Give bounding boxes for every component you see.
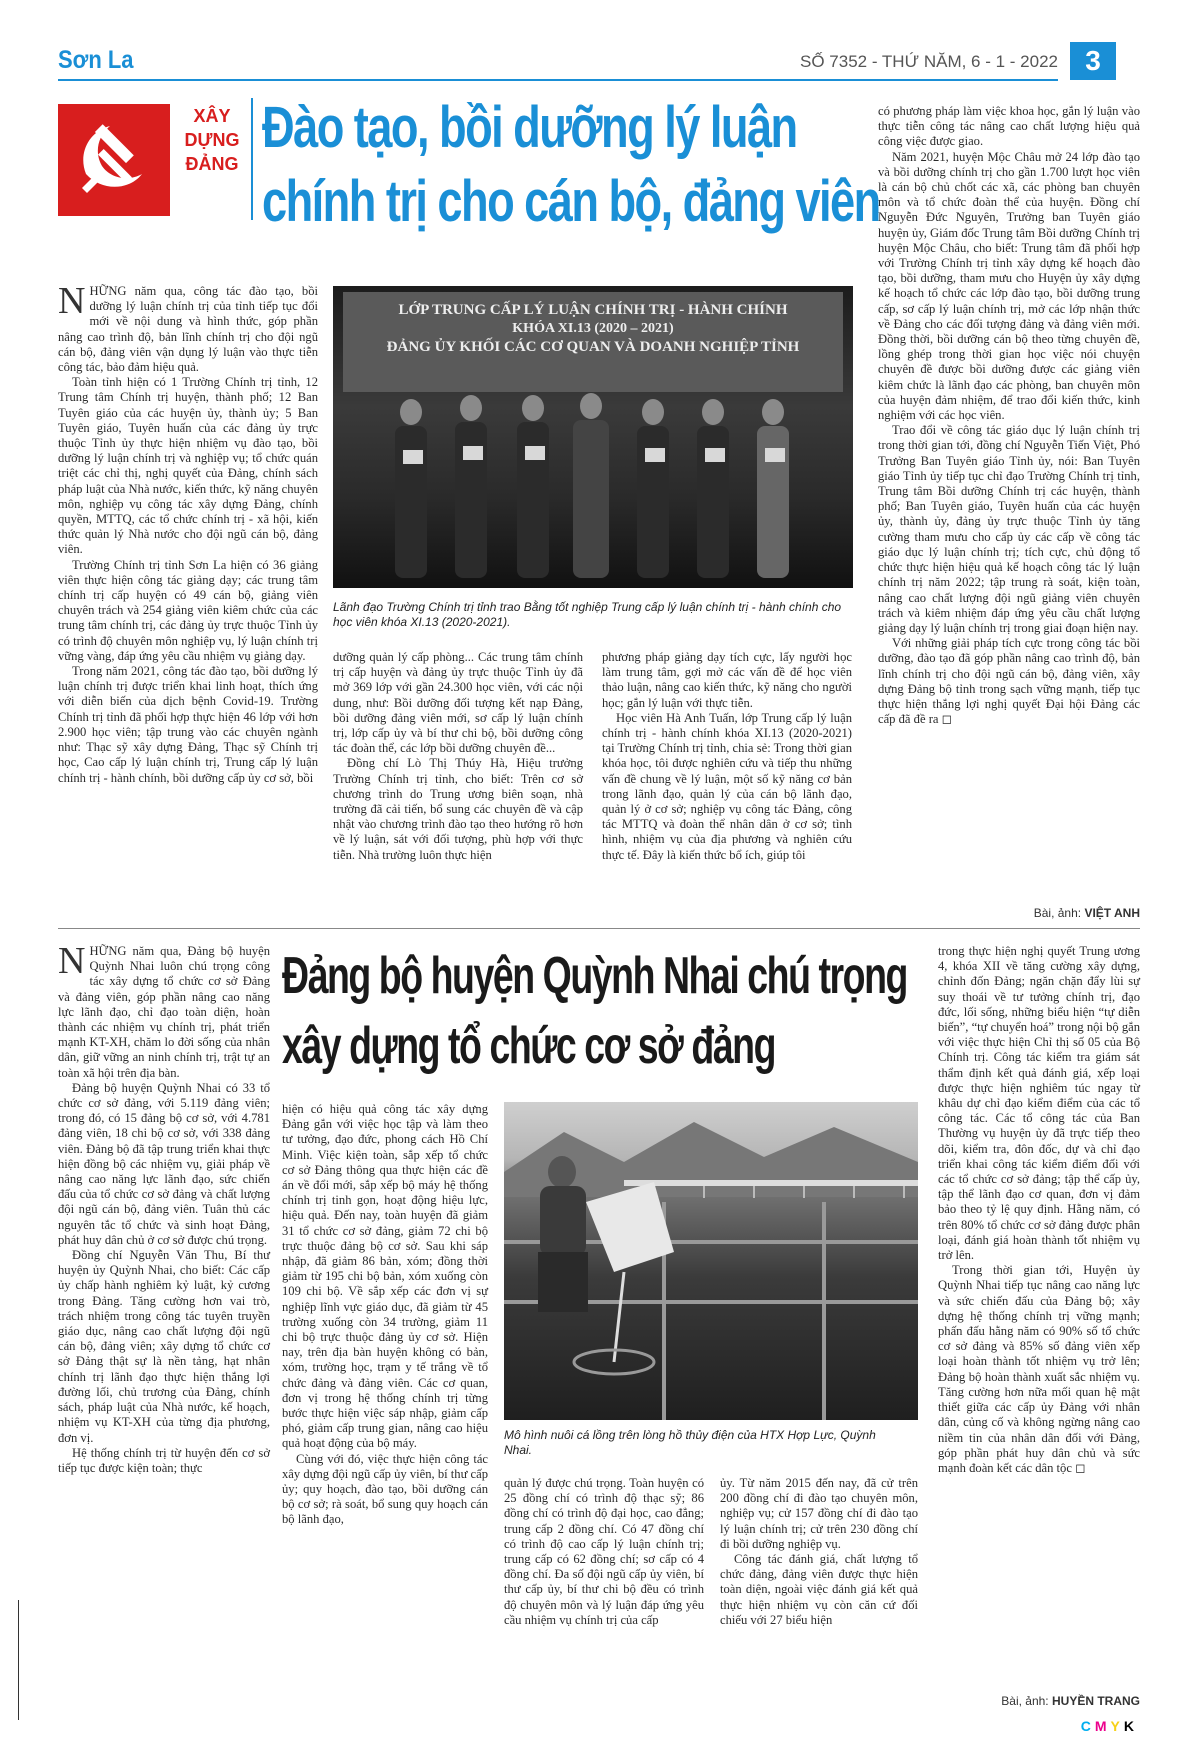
article2-paragraph: hiện có hiệu quả công tác xây dựng Đảng gắn với việc học tập và làm theo tư tưởng, đạo đức, phong cách Hồ Chí Minh. Việc kiện toàn, sắp xếp tổ chức cơ sở Đảng thông qua thực hiện các đề án về đổi mới, sắp xếp bộ máy hệ thống chính trị tinh gọn, hoạt động hiệu lực, hiệu quả. Đến nay, toàn huyện đã giảm 31 tổ chức cơ sở đảng, giảm 72 chi bộ trực thuộc đảng bộ cơ sở. Sau khi sáp nhập, đã giảm 86 bản, xóm; đồng thời giảm từ 195 chi bộ bản, xóm xuống còn 109 chi bộ. Về sắp xếp các đơn vị sự nghiệp lĩnh vực giáo dục, đã giảm từ 45 trường xuống còn 34 trường, giảm 11 chi bộ trực thuộc đảng ủy cơ sở. Hiện nay, trên địa bàn huyện không có bản, xóm, trường học, trạm y tế trắng về tổ chức đảng và đảng viên. Các cơ quan, đơn vị trong hệ thống chính trị từng bước thực hiện việc sáp nhập, giảm cấp phó, giảm cấp trung gian, nâng cao hiệu quả hoạt động của bộ máy. <box>282 1102 488 1451</box>
byline-prefix: Bài, ảnh: <box>1033 906 1082 920</box>
crop-mark-left <box>18 1600 19 1720</box>
dropcap: N <box>58 280 86 322</box>
badge-divider <box>251 98 253 220</box>
article2-paragraph: HỮNG năm qua, Đảng bộ huyện Quỳnh Nhai luôn chú trọng công tác xây dựng tổ chức cơ sở Đảng và đảng viên, góp phần nâng cao năng lực lãnh đạo, chỉ đạo toàn diện, hoàn thành các nhiệm vụ chính trị, phát triển mạnh KT-XH, chăm lo đời sống của nhân dân, giữ vững an ninh chính trị, trật tự an toàn xã hội trên địa bàn. <box>58 944 270 1080</box>
article1-paragraph: phương pháp giảng dạy tích cực, lấy người học làm trung tâm, gợi mở các vấn đề để học viên thảo luận, nâng cao kiến thức, kỹ năng cho người học; gắn lý luận với thực tiễn. <box>602 650 852 710</box>
article1-paragraph: Năm 2021, huyện Mộc Châu mở 24 lớp đào tạo và bồi dưỡng chính trị cho gần 1.700 lượt học viên là cán bộ chủ chốt các xã, các phòng ban chuyên môn và tổ chức đoàn thể của huyện. Đồng chí Nguyễn Đức Nguyên, Trưởng ban Tuyên giáo huyện ủy, Giám đốc Trung tâm Bồi dưỡng Chính trị huyện Mộc Châu, cho biết: Trung tâm đã phối hợp với Trường Chính trị tỉnh xây dựng kế hoạch đào tạo, bồi dưỡng, tham mưu cho Huyện ủy xây dựng kế hoạch tổ chức các lớp đào tạo, bồi dưỡng trung cấp, sơ cấp lý luận chính trị, mở các lớp nhận thức về Đảng cho các đối tượng đảng và đảng viên mới. Đồng thời, bồi dưỡng cán bộ theo từng chuyên đề, lồng ghép trong thời gian học việc nói chuyện chuyên đề được bồi dưỡng được các giảng viên kiêm chức là lãnh đạo các phòng, ban chuyên môn của huyện đảm nhiệm, để trao đổi kiến thức, kinh nghiệm với các học viên. <box>878 149 1140 423</box>
cmyk-k: K <box>1123 1718 1138 1734</box>
page-number-box <box>1070 42 1116 80</box>
article1-paragraph: HỮNG năm qua, công tác đào tạo, bồi dưỡng lý luận chính trị của tỉnh tiếp tục đổi mới về nội dung và hình thức, góp phần nâng cao trình độ, bản lĩnh chính trị cho đội ngũ cán bộ, đảng viên vận dụng lý luận vào thực tiễn công tác, bảo đảm hiệu quả. <box>58 284 318 375</box>
article-divider <box>58 928 1140 929</box>
byline-prefix: Bài, ảnh: <box>1001 1694 1049 1708</box>
article2-paragraph: Trong thời gian tới, Huyện ủy Quỳnh Nhai tiếp tục nâng cao năng lực và sức chiến đấu của Đảng bộ; xây dựng hệ thống chính trị vững mạnh; phấn đấu hằng năm có 90% số tổ chức cơ sở đảng và 85% số đảng viên xếp loại hoàn thành tốt nhiệm vụ trở lên; Đảng bộ hoàn thành xuất sắc nhiệm vụ. Tăng cường hơn nữa mối quan hệ mật thiết giữa các cấp ủy Đảng với nhân dân, củng cố và không ngừng nâng cao niềm tin của nhân dân đối với Đảng, góp phần phát huy dân chủ và sức mạnh đoàn kết các dân tộc ◻ <box>938 1263 1140 1475</box>
article1-paragraph: Trường Chính trị tỉnh Sơn La hiện có 36 giảng viên thực hiện công tác giảng dạy; các trung tâm chính trị cấp huyện có 49 cán bộ, giảng viên chuyên trách và 254 giảng viên kiêm chức của các trung tâm chính trị, các đảng ủy trực thuộc Tỉnh ủy có trình độ chuyên môn nghiệp vụ, lý luận chính trị vững vàng, đáp ứng yêu cầu nhiệm vụ giảng dạy. <box>58 557 318 663</box>
badge-line3: ĐẢNG <box>185 154 239 174</box>
article1-paragraph: Toàn tỉnh hiện có 1 Trường Chính trị tỉnh, 12 Trung tâm Chính trị huyện, thành phố; 12 Ban Tuyên giáo của các huyện ủy, thành ủy; 5 Ban Tuyên giáo, Tuyên huấn của các đảng ủy trực thuộc Tỉnh ủy thực hiện nhiệm vụ đào tạo, bồi dưỡng lý luận chính trị và nghiệp vụ; tổ chức quán triệt các chỉ thị, nghị quyết của Đảng, chính sách pháp luật của Nhà nước, kiến thức, kỹ năng chuyên môn, nghiệp vụ công tác xây dựng Đảng, chính quyền, MTTQ, các tổ chức chính trị - xã hội, kiến thức quản lý Nhà nước cho đội ngũ cán bộ, đảng viên. <box>58 375 318 557</box>
article1-paragraph: Trao đổi về công tác giáo dục lý luận chính trị trong thời gian tới, đồng chí Nguyễn Tiến Việt, Phó Trưởng Ban Tuyên giáo Tỉnh ủy, nói: Ban Tuyên giáo Tỉnh ủy tiếp tục chỉ đạo Trường Chính trị tỉnh, Trung tâm Bồi dưỡng Chính trị các huyện, thành phố; Ban Tuyên giáo, Tuyên huấn của các huyện ủy, thành ủy, đảng ủy trực thuộc Tỉnh ủy tăng cường tham mưu cho cấp ủy các cấp về công tác giáo dục lý luận chính trị; tích cực, chủ động tổ chức thực hiện hiệu quả kế hoạch công tác lý luận chính trị năm 2022; tập trung rà soát, kiện toàn, nâng cao chất lượng đội ngũ giảng viên chuyên trách và kiêm nhiệm đáp ứng yêu cầu chất lượng giảng dạy lý luận chính trị trong giai đoạn hiện nay. <box>878 423 1140 635</box>
section-name: Sơn La <box>58 46 134 74</box>
byline-author: VIỆT ANH <box>1084 906 1140 920</box>
hammer-sickle-icon <box>58 104 170 216</box>
section-underline <box>58 79 1058 81</box>
article2-col1 <box>58 940 270 1476</box>
cmyk-y: Y <box>1110 1718 1124 1734</box>
badge-xay-dung-dang <box>180 100 244 218</box>
cmyk-marks <box>1081 1718 1138 1734</box>
party-emblem <box>58 104 170 216</box>
article1-col1 <box>58 280 318 786</box>
article1-paragraph: Với những giải pháp tích cực trong công tác bồi dưỡng, đào tạo đã góp phần nâng cao trình độ, bản lĩnh chính trị cho đội ngũ cán bộ, đảng viên, xây dựng Đảng bộ tỉnh trong sạch vững mạnh, tiếp tục thực hiện thắng lợi nghị quyết Đại hội Đảng các cấp đã đề ra ◻ <box>878 636 1140 727</box>
dropcap: N <box>58 940 86 982</box>
article1-title-line1: Đào tạo, bồi dưỡng lý luận <box>262 95 797 160</box>
photo-banner-line2: KHÓA XI.13 (2020 – 2021) <box>512 321 674 336</box>
article2-col5 <box>938 944 1140 1476</box>
article1-paragraph: Học viên Hà Anh Tuấn, lớp Trung cấp lý luận chính trị - hành chính khóa XI.13 (2020-2021) tại Trường Chính trị tỉnh, chia sẻ: Trong thời gian khóa học, tôi được nghiên cứu và tiếp thu những vấn đề chung về lý luận, một số kỹ năng cơ bản trong lãnh đạo, quản lý của cán bộ lãnh đạo, quản lý ở cơ sở; nghiệp vụ công tác Đảng, công tác MTTQ và đoàn thể nhân dân ở cơ sở; tình hình, nhiệm vụ của địa phương và nghiên cứu thực tế. Đây là kiến thức bổ ích, giúp tôi <box>602 710 852 862</box>
photo-banner-line3: ĐẢNG ỦY KHỐI CÁC CƠ QUAN VÀ DOANH NGHIỆP TỈNH <box>386 339 800 355</box>
badge-line1: XÂY <box>193 106 231 126</box>
badge-line2: DỰNG <box>184 130 240 150</box>
article1-col4 <box>878 104 1140 727</box>
article1-col3 <box>602 650 852 863</box>
article2-col4 <box>720 1476 918 1628</box>
article2-title-line2: xây dựng tổ chức cơ sở đảng <box>282 1017 775 1075</box>
article1-paragraph: Đồng chí Lò Thị Thúy Hà, Hiệu trưởng Trường Chính trị tỉnh, cho biết: Trên cơ sở chương trình do Trung ương biên soạn, nhà trường đã cải tiến, bổ sung các chuyên đề và cập nhật vào chương trình đào tạo theo hướng rõ hơn về lý luận, sát với đối tượng, phù hợp với thực tiễn. Nhà trường luôn thực hiện <box>333 756 583 862</box>
article2-paragraph: Cùng với đó, việc thực hiện công tác xây dựng đội ngũ cấp ủy viên, bí thư cấp ủy; quy hoạch, đào tạo, bồi dưỡng cán bộ cơ sở; rà soát, bổ sung quy hoạch cán bộ lãnh đạo, <box>282 1451 489 1527</box>
issue-info: SỐ 7352 - THỨ NĂM, 6 - 1 - 2022 <box>800 52 1058 71</box>
fish-farm-scene-icon <box>504 1102 918 1420</box>
article2-col3 <box>504 1476 704 1628</box>
article2-photo <box>504 1102 918 1420</box>
article2-paragraph: quản lý được chú trọng. Toàn huyện có 25 đồng chí có trình độ thạc sỹ; 86 đồng chí có trình độ đại học, cao đẳng; trung cấp 2 đồng chí. Có 47 đồng chí có trình độ cao cấp lý luận chính trị; trung cấp có 62 đồng chí; sơ cấp có 4 đồng chí. Đa số đội ngũ cấp ủy viên, bí thư cấp ủy, bí thư chi bộ đều có trình độ chuyên môn và lý luận đáp ứng yêu cầu nhiệm vụ chính trị của cấp <box>504 1476 704 1627</box>
article2-paragraph: ủy. Từ năm 2015 đến nay, đã cử trên 200 đồng chí đi đào tạo chuyên môn, nghiệp vụ; cử 157 đồng chí đi đào tạo lý luận chính trị; cử trên 230 đồng chí đi bồi dưỡng nghiệp vụ. <box>720 1476 918 1551</box>
article2-byline <box>1001 1694 1140 1708</box>
article1-byline <box>1034 906 1140 920</box>
article1-paragraph: Trong năm 2021, công tác đào tạo, bồi dưỡng lý luận chính trị được triển khai linh hoạt, thích ứng với diễn biến của dịch bệnh Covid-19. Trường Chính trị tỉnh đã phối hợp thực hiện 46 lớp với hơn 2.900 học viên; tập trung vào các chuyên ngành như: Thạc sỹ xây dựng Đảng, Thạc sỹ Chính trị học, Cao cấp lý luận chính trị, Trung cấp lý luận chính trị - hành chính, bồi dưỡng cấp ủy cơ sở, bồi <box>58 664 318 785</box>
article1-paragraph: dưỡng quản lý cấp phòng... Các trung tâm chính trị cấp huyện và đảng ủy trực thuộc Tỉnh ủy đã mở 369 lớp với gần 24.300 học viên, với các nội dung, như: Bồi dưỡng đối tượng kết nạp Đảng, bồi dưỡng đảng viên mới, sơ cấp lý luận chính trị, lớp cấp ủy và bí thư chi bộ, bồi dưỡng công tác đoàn thể, các lớp bồi dưỡng chuyên đề... <box>333 650 583 756</box>
article1-caption: Lãnh đạo Trường Chính trị tỉnh trao Bằng tốt nghiệp Trung cấp lý luận chính trị - hành chính cho học viên khóa XI.13 (2020-2021). <box>333 600 842 629</box>
article2-col2 <box>282 1102 488 1528</box>
article2-paragraph: Hệ thống chính trị từ huyện đến cơ sở tiếp tục được kiện toàn; thực <box>58 1445 270 1475</box>
article2-title-line1: Đảng bộ huyện Quỳnh Nhai chú trọng <box>282 947 907 1005</box>
photo-banner-line1: LỚP TRUNG CẤP LÝ LUẬN CHÍNH TRỊ - HÀNH CHÍNH <box>398 302 788 318</box>
article2-paragraph: Đồng chí Nguyễn Văn Thu, Bí thư huyện ủy Quỳnh Nhai, cho biết: Các cấp ủy chấp hành nghiêm kỷ luật, kỷ cương trong Đảng. Tăng cường hơn vai trò, trách nhiệm trong công tác tuyên truyền giáo dục, nâng cao chất lượng đội ngũ cán bộ, đảng viên; xây dựng tổ chức cơ sở Đảng thật sự là nền tảng, hạt nhân chính trị lãnh đạo thực hiện thắng lợi đường lối, chủ trương của Đảng, chính sách, pháp luật của Nhà nước, kế hoạch, nhiệm vụ KT-XH của từng địa phương, đơn vị. <box>58 1248 270 1445</box>
cmyk-m: M <box>1094 1718 1111 1734</box>
article1-title-line2: chính trị cho cán bộ, đảng viên <box>262 169 880 234</box>
article2-paragraph: trong thực hiện nghị quyết Trung ương 4, khóa XII về tăng cường xây dựng, chỉnh đốn Đảng; ngăn chặn đẩy lùi sự suy thoái về tư tưởng chính trị, đạo đức, lối sống, những biểu hiện “tự diễn biến”, “tự chuyển hoá” trong nội bộ gắn với việc thực hiện Chỉ thị số 05 của Bộ Chính trị. Công tác kiểm tra giám sát thẩm định kết quả đánh giá, xếp loại được thực hiện nghiêm túc ngay từ khâu dự chỉ đạo kiểm điểm của các tổ công tác. Các tổ công tác của Ban Thường vụ huyện ủy đã trực tiếp theo dõi, kiểm tra, đôn đốc, dự và chỉ đạo triển khai công tác kiểm điểm đối với các tổ chức cơ sở đảng; tập thể cấp ủy, tập thể lãnh đạo cơ quan, đơn vị đảm bảo theo tỷ lệ quy định. Hằng năm, có trên 80% tổ chức cơ sở đảng được phân loại, đánh giá hoàn thành tốt nhiệm vụ trở lên. <box>938 944 1140 1263</box>
byline-author: HUYỀN TRANG <box>1051 1694 1140 1708</box>
cmyk-c: C <box>1080 1718 1095 1734</box>
article1-paragraph: có phương pháp làm việc khoa học, gắn lý luận vào thực tiễn công tác nâng cao chất lượng hiệu quả công việc được giao. <box>878 104 1140 149</box>
page-number: 3 <box>1085 45 1101 76</box>
article1-photo <box>333 286 853 588</box>
article1-col2 <box>333 650 583 863</box>
people-group-icon <box>333 286 853 588</box>
article2-caption: Mô hình nuôi cá lồng trên lòng hồ thủy điện của HTX Hợp Lực, Quỳnh Nhai. <box>504 1428 876 1457</box>
article2-paragraph: Công tác đánh giá, chất lượng tổ chức đảng, đảng viên được thực hiện toàn diện, ngoài việc đánh giá kết quả thực hiện nhiệm vụ còn căn cứ đối chiếu với 27 biểu hiện <box>720 1552 918 1627</box>
article2-paragraph: Đảng bộ huyện Quỳnh Nhai có 33 tổ chức cơ sở đảng, với 5.119 đảng viên; trong đó, có 15 đảng bộ cơ sở, với 4.781 đảng viên, 18 chi bộ cơ sở, với 338 đảng viên. Đảng bộ đã tập trung triển khai thực hiện đồng bộ các nhiệm vụ, giải pháp về nâng cao năng lực lãnh đạo, sức chiến đấu của tổ chức cơ sở đảng và chất lượng đội ngũ cán bộ, đảng viên. Tuân thủ các nguyên tắc tổ chức và sinh hoạt Đảng, phát huy dân chủ ở cơ sở được chú trọng. <box>58 1080 270 1247</box>
